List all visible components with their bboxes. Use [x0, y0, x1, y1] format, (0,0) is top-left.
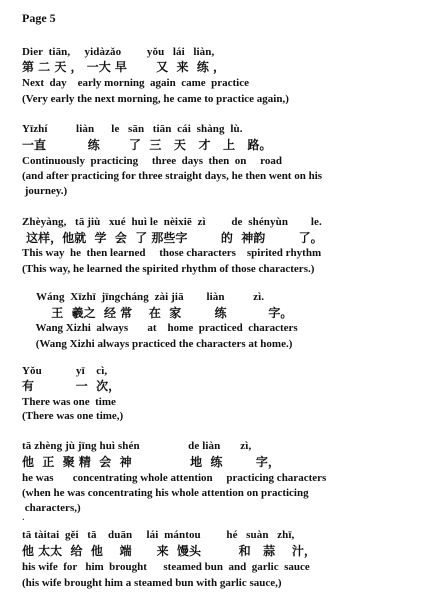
pinyin-line: tā zhèng jù jīng huì shén de liàn zì,: [22, 440, 252, 452]
pinyin-line: Yīzhí liàn le sān tiān cái shàng lù.: [22, 123, 243, 135]
pinyin-line: Zhèyàng, tā jiù xué huì le nèixiē zì de shényùn le.: [22, 216, 322, 228]
english-line: he was concentrating whole attention practicing characters: [22, 472, 327, 484]
pinyin-line: Wáng Xīzhī jīngcháng zài jiā liàn zì.: [22, 291, 265, 303]
hanzi-line: 有 一 次，: [22, 379, 121, 393]
pinyin-line: Yǒu yī cì,: [22, 365, 108, 377]
gloss-line: (his wife brought him a steamed bun with garlic sauce,): [22, 577, 282, 589]
gloss-line: characters,): [22, 502, 81, 514]
gloss-line: (This way, he learned the spirited rhythm of those characters.): [22, 263, 315, 275]
gloss-line: (Wang Xizhi always practiced the characters at home.): [22, 338, 293, 350]
hanzi-line: 这样，他就 学 会 了 那些字 的 神韵 了。: [22, 231, 323, 245]
gloss-line: (Very early the next morning, he came to practice again,): [22, 93, 289, 105]
english-line: Wang Xizhi always at home practiced characters: [22, 322, 298, 334]
english-line: his wife for him brought steamed bun and garlic sauce: [22, 561, 310, 573]
english-line: There was one time: [22, 396, 116, 408]
english-line: This way he then learned those characters spirited rhythm: [22, 247, 322, 259]
hanzi-line: 第 二 天 ， 一大 早 又 来 练 ，: [22, 60, 226, 74]
page-title: Page 5: [22, 11, 56, 25]
gloss-line: (when he was concentrating his whole attention on practicing: [22, 487, 309, 499]
pinyin-line: Dier tiān, yidàzǎo yǒu lái liàn,: [22, 46, 215, 58]
pinyin-line: tā tàitai gěi tā duān lái mántou hé suàn zhī,: [22, 529, 295, 541]
gloss-line: (There was one time,): [22, 410, 124, 422]
english-line: Continuously practicing three days then on road: [22, 155, 282, 167]
hanzi-line: 他 正 聚 精 会 神 地 练 字，: [22, 455, 280, 469]
hanzi-line: 一直 练 了 三 天 才 上 路。: [22, 138, 272, 152]
gloss-line: (and after practicing for three straight days, he then went on his: [22, 170, 323, 182]
hanzi-line: 王 羲之 经 常 在 家 练 字。: [22, 306, 293, 320]
english-line: Next day early morning again came practice: [22, 77, 249, 89]
gloss-line: journey.): [22, 185, 68, 197]
stray-mark: ·: [22, 515, 25, 524]
hanzi-line: 他 太太 给 他 端 来 馒头 和 蒜 汁，: [22, 544, 316, 558]
